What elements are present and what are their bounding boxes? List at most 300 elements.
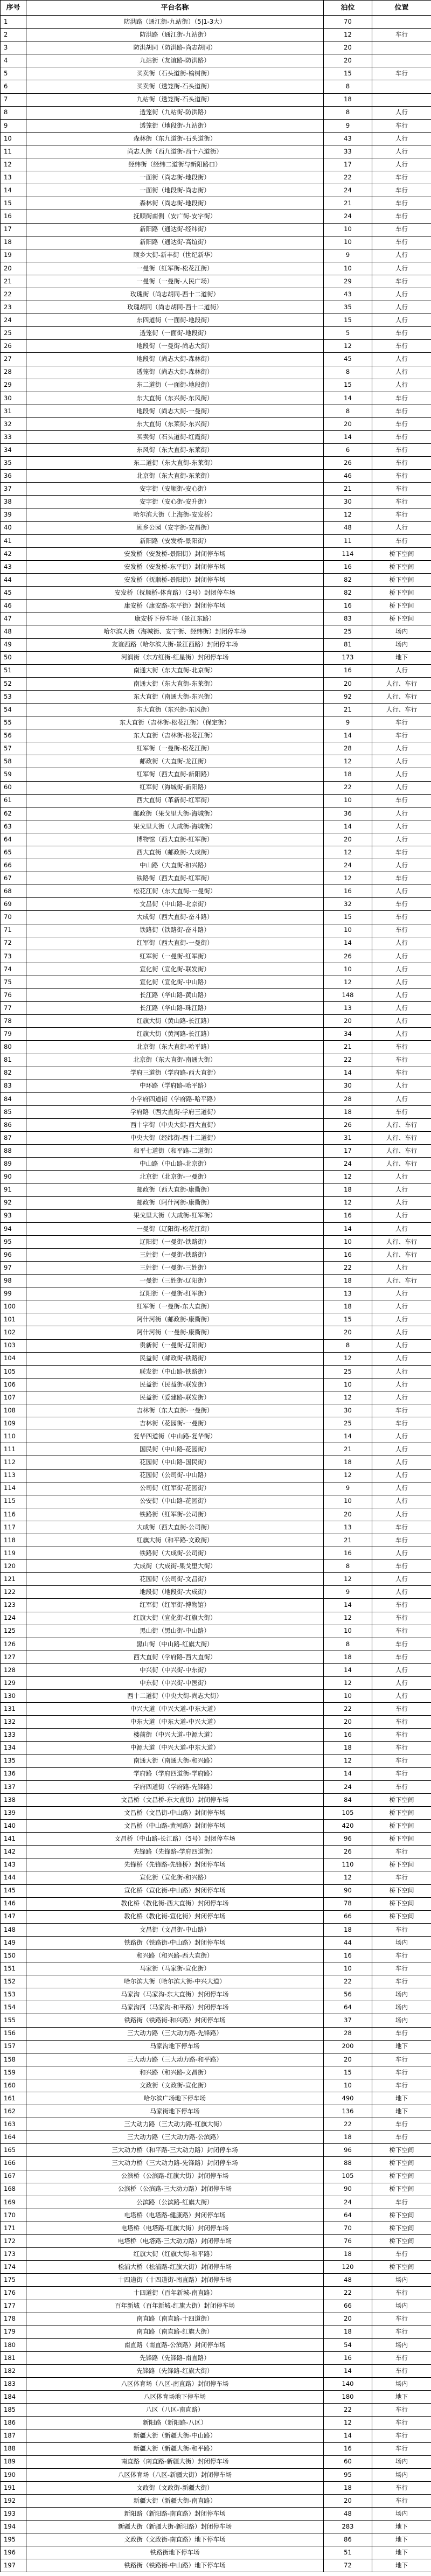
table-row [1,2313,431,2326]
berth-count: 24 [324,859,372,872]
platform-name: 松浦大桥（松浦路-红旗大街）封闭停车场 [26,2261,324,2274]
berth-count: 78 [324,1897,372,1910]
berth-count: 20 [324,1716,372,1729]
location-type: 人行 [372,1352,431,1365]
platform-name: 教化桥（教化街-西大直街）封闭停车场 [26,1897,324,1910]
row-number: 162 [1,2105,26,2118]
table-row [1,145,431,158]
table-row [1,2209,431,2222]
row-number: 63 [1,820,26,833]
platform-name: 哈尔滨大街（哈尔滨大街-中兴大道） [26,1975,324,1988]
berth-count: 8 [324,405,372,417]
platform-name: 辽阳街（一曼街-铁路街） [26,1235,324,1248]
table-row [1,1248,431,1261]
berth-count: 20 [324,677,372,690]
row-number: 114 [1,1482,26,1495]
table-row [1,1690,431,1703]
location-type: 车行 [372,2494,431,2507]
platform-name: 文昌桥（中山路-长江路）（5号）封闭停车场 [26,1833,324,1846]
table-row [1,2118,431,2131]
location-type: 桥下空间 [372,2157,431,2170]
platform-name: 新阳路（安发桥-景阳街） [26,534,324,547]
table-row [1,2157,431,2170]
table-row [1,1988,431,2001]
table-row [1,1365,431,1378]
platform-name: 文政街（文政街-南直路）地下停车场 [26,2533,324,2546]
table-row [1,1703,431,1716]
location-type: 车行 [372,327,431,340]
row-number: 27 [1,353,26,366]
berth-count: 14 [324,1663,372,1676]
row-number: 20 [1,262,26,275]
row-number: 12 [1,158,26,171]
berth-count: 21 [324,1534,372,1547]
platform-name: 中兴大道（中兴大道-中东大道） [26,1703,324,1716]
location-type: 地下 [372,651,431,664]
berth-count: 6 [324,444,372,457]
table-row [1,2338,431,2351]
berth-count: 25 [324,625,372,638]
platform-name: 公滨桥（公滨路-三大动力路）封闭停车场 [26,2183,324,2196]
berth-count: 12 [324,1171,372,1183]
platform-name: 先锋路（先锋路-南直路） [26,2351,324,2364]
platform-name: 铁路街地下停车场 [26,2546,324,2559]
table-row [1,963,431,976]
location-type: 车行 [372,911,431,924]
berth-count: 12 [324,1573,372,1586]
table-row [1,976,431,988]
platform-name: 玫瑰街（尚志胡同-西十二道街） [26,288,324,301]
berth-count: 20 [324,1508,372,1521]
row-number: 3 [1,41,26,54]
location-type: 人行 [372,1183,431,1196]
row-number: 140 [1,1820,26,1833]
platform-name: 邮政街（西大直街-康衢街） [26,1183,324,1196]
platform-name: 防洪路（通江街-九站街）（5|1-3大） [26,16,324,29]
table-row [1,158,431,171]
location-type: 人行 [372,366,431,379]
location-type: 桥下空间 [372,1820,431,1833]
berth-count: 21 [324,703,372,716]
platform-name: 宣化街（宣化街-联发街） [26,963,324,976]
row-number: 42 [1,547,26,560]
location-type: 人行 [372,820,431,833]
table-row [1,327,431,340]
location-type: 场内 [372,1936,431,1949]
row-number: 106 [1,1378,26,1391]
location-type: 地下 [372,2559,431,2572]
table-row [1,2326,431,2338]
platform-name: 红旗大街（黄山路-长江路） [26,1015,324,1028]
table-row [1,1054,431,1067]
table-row [1,1028,431,1041]
row-number: 147 [1,1910,26,1923]
row-number: 87 [1,1132,26,1145]
platform-name: 买卖街（石头道街-红霞街） [26,431,324,444]
location-type: 人行 [372,145,431,158]
row-number: 194 [1,2521,26,2533]
platform-name: 南通大街（东大直街-北京街） [26,664,324,677]
table-row [1,2144,431,2157]
row-number: 13 [1,171,26,184]
table-row [1,1391,431,1404]
berth-count: 16 [324,1729,372,1742]
row-number: 150 [1,1949,26,1962]
berth-count: 88 [324,2157,372,2170]
row-number: 188 [1,2442,26,2455]
berth-count: 8 [324,1638,372,1651]
row-number: 134 [1,1742,26,1755]
table-row [1,612,431,625]
platform-name: 长江路（华山路-珠江路） [26,1002,324,1015]
platform-name: 贵新街（一曼街-辽阳街） [26,1339,324,1352]
row-number: 10 [1,132,26,145]
table-row [1,859,431,872]
platform-name: 西大直街（革新街-红军街） [26,794,324,807]
row-number: 181 [1,2351,26,2364]
table-row [1,1456,431,1469]
location-type: 车行 [372,210,431,223]
table-row [1,703,431,716]
location-type: 车行 [372,275,431,288]
table-row [1,1651,431,1663]
berth-count: 22 [324,2287,372,2300]
berth-count: 14 [324,1067,372,1080]
row-number: 113 [1,1469,26,1482]
berth-count: 18 [324,1742,372,1755]
berth-count: 92 [324,690,372,703]
location-type: 人行 [372,1002,431,1015]
table-row [1,2391,431,2404]
platform-name: 和兴路（和兴路-文昌街） [26,2066,324,2079]
location-type: 人行 [372,1262,431,1275]
table-row [1,1209,431,1222]
platform-name: 森林街（尚志街-地段街） [26,197,324,210]
platform-name: 西十二道街（中央大街-尚志大街） [26,1690,324,1703]
location-type: 桥下空间 [372,2144,431,2157]
berth-count: 18 [324,93,372,106]
platform-name: 宣化街（宣化街-和兴路） [26,1871,324,1884]
platform-name: 河润街（东方红街-红星街）封闭停车场 [26,651,324,664]
berth-count: 20 [324,1326,372,1339]
table-row [1,210,431,223]
row-number: 34 [1,444,26,457]
row-number: 125 [1,1625,26,1638]
berth-count: 20 [324,54,372,67]
berth-count: 16 [324,1209,372,1222]
location-type: 车行 [372,1975,431,1988]
berth-count: 26 [324,1846,372,1858]
platform-name: 宣化桥（宣化街-中山路）封闭停车场 [26,1884,324,1897]
location-type: 车行 [372,509,431,521]
location-type: 车行 [372,2351,431,2364]
row-number: 104 [1,1352,26,1365]
row-number: 79 [1,1028,26,1041]
table-row [1,1495,431,1508]
berth-count: 5 [324,327,372,340]
table-row [1,1742,431,1755]
berth-count: 48 [324,2508,372,2521]
berth-count: 105 [324,2170,372,2183]
platform-name: 一曼街（一曼街-人民广场） [26,275,324,288]
location-type: 车行 [372,2481,431,2494]
location-type: 人行 [372,1573,431,1586]
location-type: 车行 [372,184,431,197]
platform-name: 民益街（邮政街-铁路街） [26,1352,324,1365]
berth-count: 15 [324,2066,372,2079]
location-type: 车行 [372,1949,431,1962]
table-row [1,534,431,547]
platform-name: 买卖街（透笼街-石头道街） [26,80,324,93]
table-row [1,2092,431,2105]
row-number: 163 [1,2118,26,2131]
table-row [1,1378,431,1391]
table-row [1,1573,431,1586]
table-row [1,2404,431,2417]
platform-name: 一面街（地段街-尚志街） [26,184,324,197]
berth-count: 16 [324,1547,372,1560]
berth-count: 12 [324,1469,372,1482]
platform-name: 吉林街（东大直街-一曼街） [26,1404,324,1417]
location-type: 桥下空间 [372,600,431,612]
berth-count: 12 [324,1871,372,1884]
location-type: 人行 [372,768,431,781]
platform-name: 安发桥（抚顺桥-体育路）（3号）封闭停车场 [26,587,324,600]
berth-count: 420 [324,1820,372,1833]
location-type: 车行 [372,1067,431,1080]
row-number: 99 [1,1287,26,1300]
platform-name: 文昌桥（文昌街-中山路）封闭停车场 [26,1806,324,1819]
row-number: 149 [1,1936,26,1949]
row-number: 174 [1,2261,26,2274]
berth-count: 9 [324,119,372,132]
row-number: 89 [1,1158,26,1171]
berth-count: 180 [324,2391,372,2404]
row-number: 105 [1,1365,26,1378]
row-number: 78 [1,1015,26,1028]
table-row [1,574,431,587]
berth-count: 18 [324,768,372,781]
platform-name: 公滨桥（公滨路-红旗大街）封闭停车场 [26,2170,324,2183]
row-number: 141 [1,1833,26,1846]
row-number: 21 [1,275,26,288]
platform-name: 黑山街（中山路-红旗大街） [26,1638,324,1651]
platform-name: 大成街（西大直街-奋斗路） [26,911,324,924]
berth-count: 21 [324,1041,372,1054]
table-row [1,2417,431,2429]
location-type: 人行、车行 [372,690,431,703]
row-number: 4 [1,54,26,67]
row-number: 31 [1,405,26,417]
table-row [1,54,431,67]
location-type: 人行 [372,1456,431,1469]
location-type: 场内 [372,2378,431,2391]
berth-count: 8 [324,1339,372,1352]
location-type: 桥下空间 [372,560,431,573]
berth-count: 26 [324,1118,372,1131]
location-type: 车行 [372,716,431,729]
table-row [1,1275,431,1287]
berth-count: 12 [324,1677,372,1690]
location-type: 车行 [372,1651,431,1663]
platform-name: 抚顺街南侧（安广街-安字街） [26,210,324,223]
berth-count: 12 [324,976,372,988]
platform-name: 阿什河街（邮政街-康衢街） [26,1313,324,1326]
row-number: 48 [1,625,26,638]
table-row [1,353,431,366]
platform-name: 东二道街（东大直街-东莱街） [26,457,324,470]
location-type: 桥下空间 [372,2261,431,2274]
platform-name: 中山路（大直街-和兴路） [26,859,324,872]
location-type: 车行 [372,1041,431,1054]
row-number: 59 [1,768,26,781]
berth-count: 64 [324,2001,372,2014]
platform-name: 阿什河街（一曼街-康衢街） [26,1326,324,1339]
row-number: 187 [1,2429,26,2442]
platform-name: 康安桥（康安路-东平街）封闭停车场 [26,600,324,612]
berth-count: 22 [324,1975,372,1988]
location-type: 车行 [372,2429,431,2442]
location-type: 人行、车行 [372,1132,431,1145]
table-row [1,2248,431,2261]
table-row [1,625,431,638]
row-number: 61 [1,794,26,807]
location-type: 车行 [372,405,431,417]
table-row [1,2274,431,2287]
location-type: 人行 [372,1209,431,1222]
location-type: 场内 [372,638,431,651]
platform-name: 三大动力路（三大动力路-红旗大街） [26,2118,324,2131]
platform-name: 东大直街（吉林街-松花江街） [26,729,324,742]
table-row [1,2508,431,2521]
berth-count: 64 [324,2209,372,2222]
location-type: 场内 [372,2455,431,2468]
berth-count: 18 [324,1183,372,1196]
berth-count: 16 [324,1949,372,1962]
berth-count: 48 [324,2274,372,2287]
location-type: 桥下空间 [372,612,431,625]
platform-name: 学府路（西大直街-学府三道街） [26,1105,324,1118]
platform-name: 中兴街（中兴街-中东街） [26,1663,324,1676]
berth-count: 21 [324,1443,372,1456]
platform-name: 友谊西路（哈尔滨大街-景江西路）封闭停车场 [26,638,324,651]
platform-name: 红旗大街（红旗大街-和平路） [26,2248,324,2261]
platform-name: 教化桥（教化街-宣化街）封闭停车场 [26,1910,324,1923]
berth-count: 9 [324,1586,372,1599]
row-number: 195 [1,2533,26,2546]
row-number: 192 [1,2494,26,2507]
platform-name: 马家街（马家街-宣化街） [26,1962,324,1975]
table-row [1,1625,431,1638]
location-type [372,93,431,106]
table-row [1,314,431,327]
table-row [1,937,431,950]
table-row [1,67,431,80]
table-row [1,1547,431,1560]
table-row [1,1041,431,1054]
table-row [1,2014,431,2027]
row-number: 109 [1,1417,26,1430]
row-number: 165 [1,2144,26,2157]
platform-name: 透笼街（九站街-防洪路） [26,106,324,119]
location-type: 车行 [372,457,431,470]
row-number: 39 [1,509,26,521]
location-type: 人行 [372,1663,431,1676]
row-number: 189 [1,2455,26,2468]
berth-count: 76 [324,2235,372,2248]
table-row [1,1975,431,1988]
row-number: 45 [1,587,26,600]
row-number: 119 [1,1547,26,1560]
table-row [1,924,431,937]
row-number: 167 [1,2170,26,2183]
table-row [1,1118,431,1131]
location-type: 车行 [372,1846,431,1858]
location-type: 车行 [372,1742,431,1755]
berth-count: 72 [324,2559,372,2572]
table-row [1,2027,431,2040]
table-row [1,1820,431,1833]
table-row [1,755,431,768]
location-type: 人行 [372,1028,431,1041]
platform-name: 西大直街（学府路-西大直街） [26,1651,324,1663]
table-row [1,2183,431,2196]
location-type: 人行 [372,963,431,976]
berth-count: 12 [324,29,372,41]
berth-count: 20 [324,833,372,846]
row-number: 68 [1,885,26,898]
berth-count: 10 [324,794,372,807]
table-row [1,2066,431,2079]
berth-count: 22 [324,1703,372,1716]
table-row [1,1936,431,1949]
berth-count: 66 [324,2300,372,2313]
row-number: 38 [1,496,26,509]
platform-name: 地段街（地段街-大成街） [26,1586,324,1599]
berth-count: 24 [324,184,372,197]
platform-name: 铁路街（红军街-公司街） [26,1508,324,1521]
row-number: 159 [1,2066,26,2079]
berth-count: 490 [324,2092,372,2105]
location-type: 地下 [372,2105,431,2118]
berth-count: 10 [324,1235,372,1248]
platform-name: 先锋路（先锋路-学府四道街） [26,1846,324,1858]
table-row [1,1469,431,1482]
row-number: 196 [1,2546,26,2559]
platform-name: 哈尔滨广场地下停车场 [26,2092,324,2105]
location-type: 桥下空间 [372,1897,431,1910]
platform-name: 红军街（红军街-博物馆） [26,1599,324,1612]
row-number: 118 [1,1534,26,1547]
row-number: 101 [1,1313,26,1326]
berth-count: 13 [324,1521,372,1534]
platform-name: 文昌街（中山路-北京街） [26,898,324,911]
row-number: 170 [1,2209,26,2222]
location-type [372,16,431,29]
row-number: 197 [1,2559,26,2572]
location-type: 车行 [372,2313,431,2326]
location-type: 地下 [372,2521,431,2533]
berth-count: 8 [324,106,372,119]
berth-count: 10 [324,236,372,249]
table-row [1,2170,431,2183]
berth-count: 60 [324,2455,372,2468]
row-number: 98 [1,1275,26,1287]
platform-name: 马家沟地下停车场 [26,2040,324,2053]
berth-count: 18 [324,1651,372,1663]
berth-count: 10 [324,963,372,976]
berth-count: 8 [324,80,372,93]
